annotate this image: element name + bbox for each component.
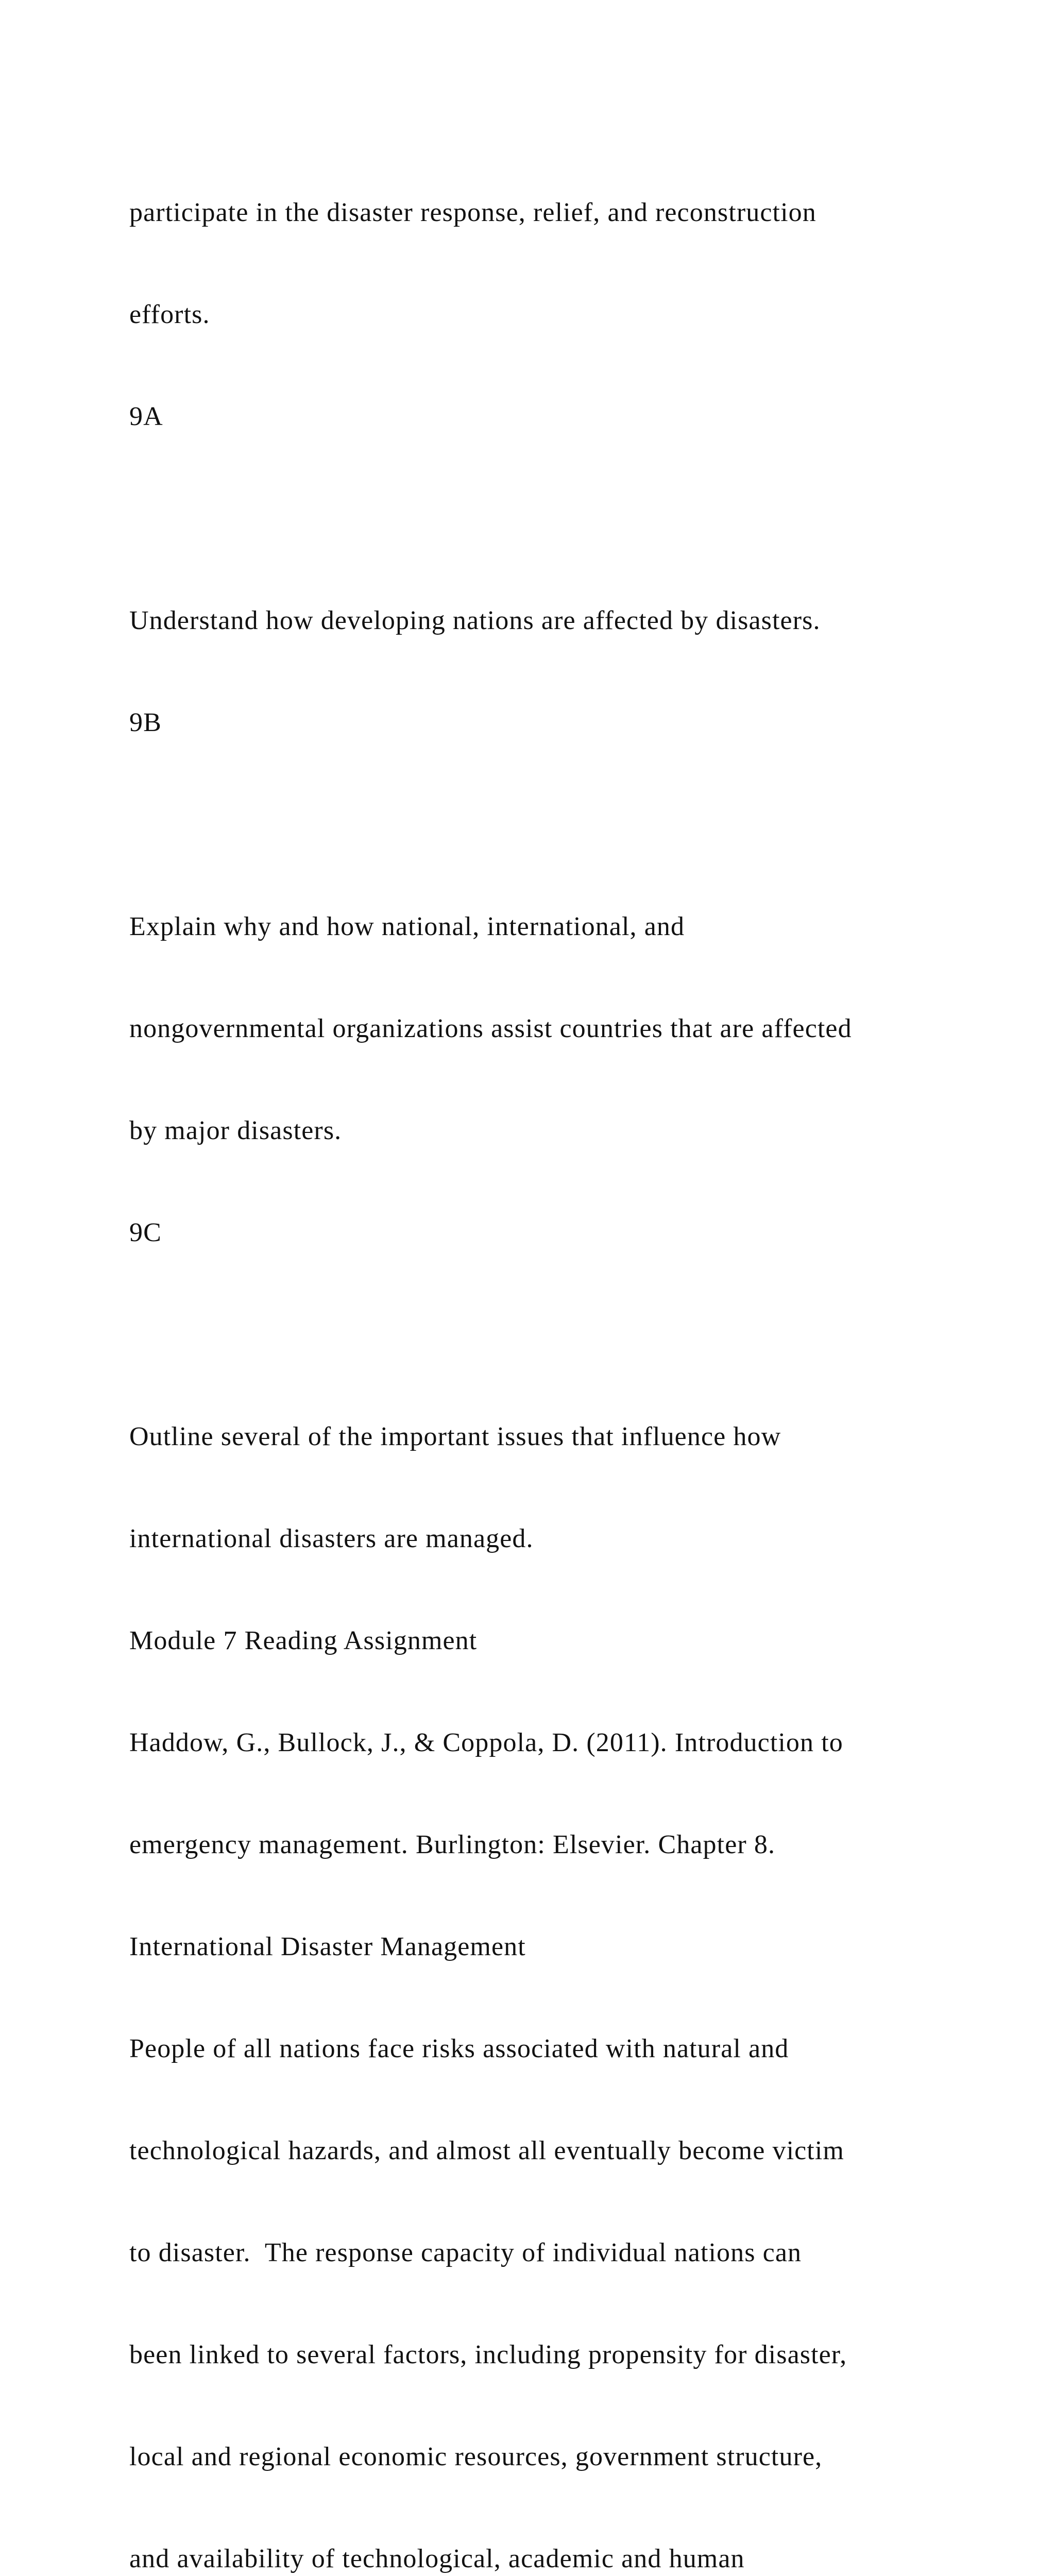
paragraph-line: technological hazards, and almost all eventually become victim xyxy=(129,2136,844,2165)
objective-code-9a: 9A xyxy=(129,402,163,431)
objective-code-9b: 9B xyxy=(129,708,162,737)
paragraph-line: to disaster. The response capacity of individual nations can xyxy=(129,2238,802,2267)
citation-line: emergency management. Burlington: Elsevier. Chapter 8. xyxy=(129,1830,776,1859)
section-heading: Module 7 Reading Assignment xyxy=(129,1626,478,1655)
paragraph-line: People of all nations face risks associated with natural and xyxy=(129,2034,789,2063)
citation-line: Haddow, G., Bullock, J., & Coppola, D. (2011). Introduction to xyxy=(129,1728,843,1757)
blank-line xyxy=(129,1318,1005,1352)
blank-line xyxy=(129,808,1005,842)
paragraph-line: local and regional economic resources, government structure, xyxy=(129,2442,823,2471)
text-line: participate in the disaster response, relief, and reconstruction xyxy=(129,198,816,227)
blank-line xyxy=(129,502,1005,536)
objective-text-9a: Understand how developing nations are affected by disasters. xyxy=(129,606,821,635)
paragraph-line: and availability of technological, academic and human xyxy=(129,2544,745,2573)
objective-text-9b: Explain why and how national, international, and xyxy=(129,912,685,941)
objective-text-9c: international disasters are managed. xyxy=(129,1524,534,1553)
objective-text-9b: by major disasters. xyxy=(129,1116,342,1145)
text-line: efforts. xyxy=(129,300,210,329)
paragraph-line: been linked to several factors, including propensity for disaster, xyxy=(129,2340,847,2369)
objective-code-9c: 9C xyxy=(129,1218,162,1247)
objective-text-9b: nongovernmental organizations assist countries that are affected xyxy=(129,1014,852,1043)
chapter-title: International Disaster Management xyxy=(129,1932,526,1961)
objective-text-9c: Outline several of the important issues that influence how xyxy=(129,1422,781,1451)
document-body-text xyxy=(129,128,1005,2576)
